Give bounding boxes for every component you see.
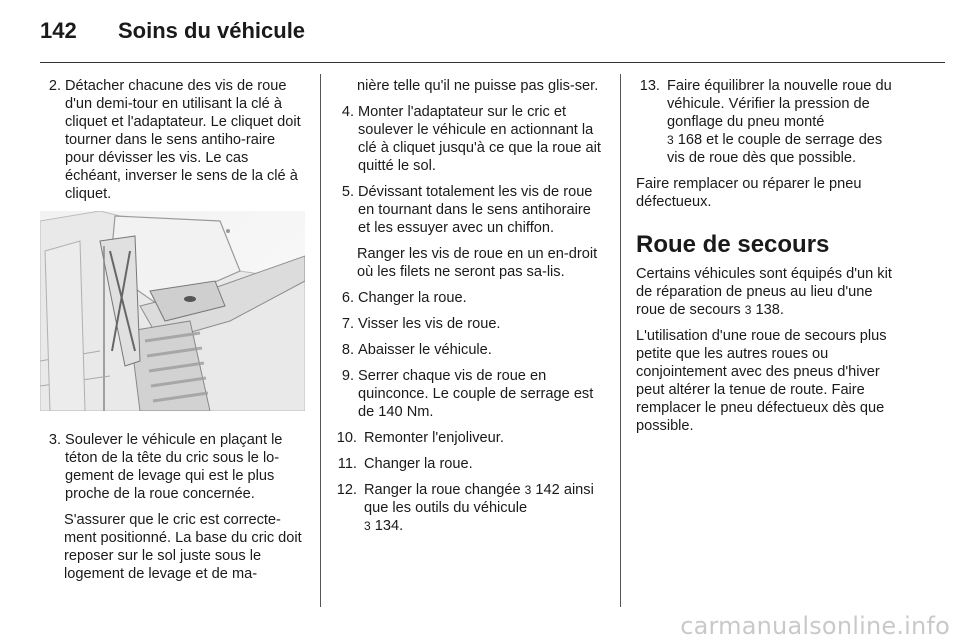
- step-number: 5.: [341, 184, 354, 200]
- step-text: Remonter l'enjoliveur.: [364, 430, 504, 446]
- step-number: 10.: [336, 430, 357, 446]
- column-divider-2: [620, 74, 621, 607]
- step-text: Ranger la roue changée: [364, 482, 521, 498]
- step-number: 7.: [341, 316, 354, 332]
- step-number: 11.: [337, 456, 357, 472]
- paragraph-text: Certains véhicules sont équipés d'un kit de réparation de pneus au lieu d'une roue de secours: [636, 266, 892, 318]
- step-8: [333, 341, 605, 359]
- step-11: [333, 455, 605, 473]
- header-rule: [40, 62, 945, 63]
- page-ref-arrow-icon: 3: [524, 483, 532, 497]
- step-number: 13.: [639, 78, 660, 94]
- step-text: Changer la roue.: [358, 290, 467, 306]
- paragraph: Faire remplacer ou réparer le pneu défectueux.: [636, 176, 862, 210]
- step-text: Soulever le véhicule en plaçant le téton de la tête du cric sous le lo-gement de levage qui est le plus proche de la roue concernée.: [65, 432, 283, 502]
- step-10: [333, 429, 605, 447]
- step-13: [636, 77, 904, 167]
- page-ref-arrow-icon: 3: [364, 519, 371, 533]
- jack-under-vehicle-image: [40, 211, 305, 411]
- step-text: Dévissant totalement les vis de roue en tournant dans le sens antihoraire et les essuyer avec un chiffon.: [358, 184, 593, 236]
- step-text: Abaisser le véhicule.: [358, 342, 492, 358]
- step-4: [333, 103, 605, 175]
- page-ref-link[interactable]: 134.: [374, 518, 404, 534]
- page-ref-arrow-icon: 3: [667, 133, 674, 147]
- step-3-note: S'assurer que le cric est correcte-ment positionné. La base du cric doit reposer sur le sol juste sous le logement de levage et de ma-: [64, 512, 302, 582]
- step-number: 12.: [336, 482, 357, 498]
- step-6: [333, 289, 605, 307]
- continued-text: nière telle qu'il ne puisse pas glis-ser.: [357, 78, 599, 94]
- watermark: carmanualsonline.info: [680, 612, 950, 640]
- step-text: Serrer chaque vis de roue en quinconce. Le couple de serrage est de 140 Nm.: [358, 368, 594, 420]
- page-ref-link[interactable]: 138.: [755, 302, 784, 318]
- step-text: Monter l'adaptateur sur le cric et soulever le véhicule en actionnant la clé à cliquet jusqu'à ce que la roue ait quitté le sol.: [358, 104, 601, 174]
- step-number: 2.: [48, 78, 61, 94]
- section-heading: Roue de secours: [636, 231, 830, 258]
- step-text: Visser les vis de roue.: [358, 316, 501, 332]
- step-5-note: Ranger les vis de roue en un en-droit où les filets ne seront pas sa-lis.: [357, 246, 598, 280]
- paragraph: L'utilisation d'une roue de secours plus petite que les autres roues ou conjointement avec des pneus d'hiver peut altérer la tenue de route. Faire remplacer le pneu défectueux dès que possible.: [636, 328, 887, 434]
- column-2: [333, 77, 605, 543]
- step-number: 8.: [341, 342, 354, 358]
- page-ref-arrow-icon: 3: [744, 303, 752, 317]
- step-12: [333, 481, 605, 535]
- column-divider-1: [320, 74, 321, 607]
- step-number: 3.: [48, 432, 61, 448]
- step-5: [333, 183, 605, 237]
- step-text: Changer la roue.: [364, 456, 473, 472]
- page-title: Soins du véhicule: [118, 18, 306, 43]
- page-ref-link[interactable]: 142: [535, 482, 560, 498]
- paragraph: [636, 265, 904, 319]
- step-text: Faire équilibrer la nouvelle roue du véhicule. Vérifier la pression de gonflage du pneu monté: [667, 78, 892, 130]
- step-2: [40, 77, 305, 203]
- page-ref-link[interactable]: 168: [677, 132, 703, 148]
- step-text: Détacher chacune des vis de roue d'un demi-tour en utilisant la clé à cliquet et l'adaptateur. Le cliquet doit tourner dans le sens antiho-raire pour dévisser les vis. Le cas échéant, inverser le sens de la clé à cliquet.: [65, 78, 301, 202]
- column-3: [636, 77, 904, 443]
- step-9: [333, 367, 605, 421]
- step-text: et le couple de serrage des vis de roue dès que possible.: [667, 132, 883, 166]
- step-3: [40, 431, 305, 503]
- step-number: 9.: [341, 368, 354, 384]
- step-text: ainsi que les outils du véhicule: [364, 482, 594, 516]
- step-number: 6.: [341, 290, 354, 306]
- column-1: [40, 77, 305, 591]
- page-number: 142: [40, 18, 77, 43]
- jack-illustration: [40, 211, 305, 411]
- step-number: 4.: [341, 104, 354, 120]
- step-7: [333, 315, 605, 333]
